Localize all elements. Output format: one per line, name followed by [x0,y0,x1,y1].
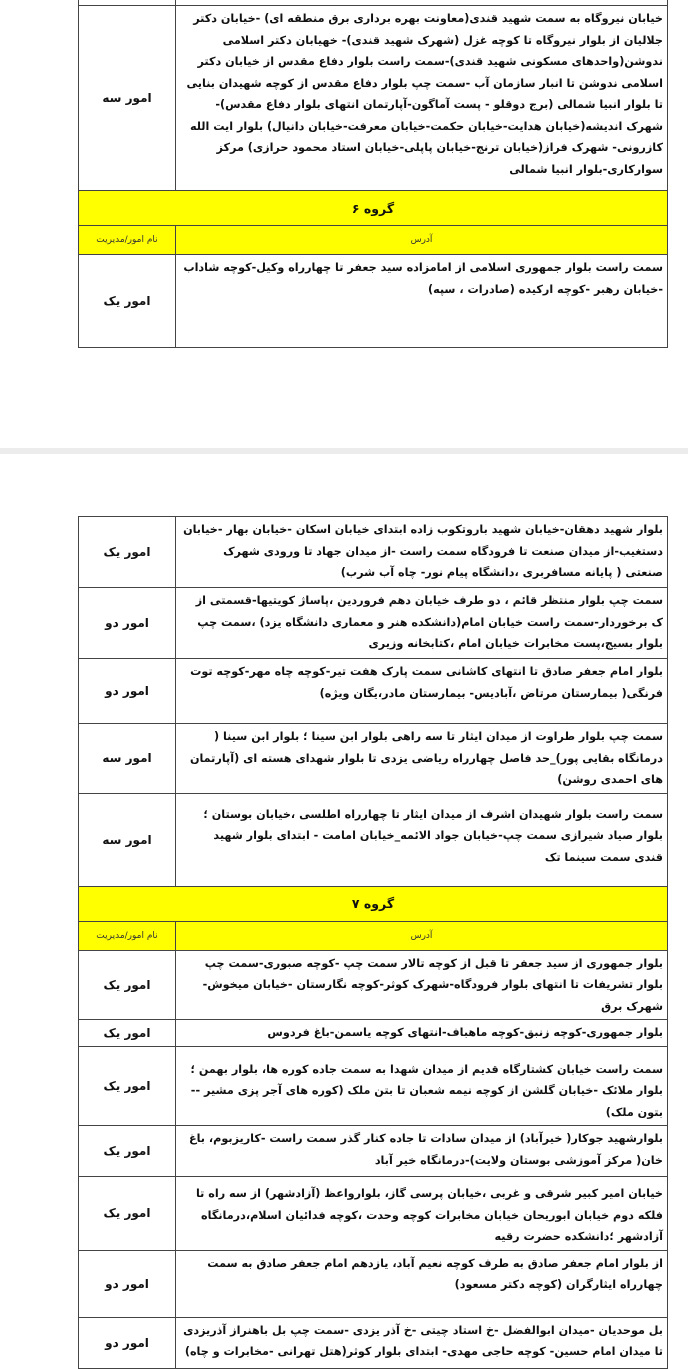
table-row [79,793,668,886]
document-page-2 [0,454,688,1358]
address-cell: سمت چپ بلوار طراوت از میدان ایثار تا سه راهی بلوار ابن سینا ؛ بلوار ابن سینا ( درمانگاه بقایی پور)_حد فاصل چهارراه ریاضی یزدی تا بلوار شهدای هسته ای (آپارتمان های احمدی روشن) [176,724,668,794]
column-header-address: آدرس [176,226,668,255]
column-header-address: آدرس [176,921,668,950]
address-cell: سمت راست خیابان کشتارگاه قدیم از میدان شهدا به سمت جاده کوره ها، بلوار بهمن ؛بلوار ملائک -خیابان گلشن از کوچه نیمه شعبان تا بتن ملک (کوره های آجر پزی مشیر --بتون ملک) [176,1046,668,1126]
address-cell: بل موحدیان -میدان ابوالفضل -خ استاد چیتی -خ آذر یزدی -سمت چپ بل باهنراز آذریزدی تا میدان امام حسین- کوچه حاجی مهدی- ابتدای بلوار کوثر(هتل تهرانی -مخابرات و چاه) [176,1317,668,1368]
column-header-unit: نام امور/مدیریت [79,226,176,255]
table-row [79,1177,668,1251]
unit-cell: امور دو [79,1317,176,1368]
address-cell: بلوار امام جعفر صادق تا انتهای کاشانی سمت پارک هفت تیر-کوچه چاه مهر-کوچه توت فرنگی( بیمارستان مرتاض ،آبادیس- بیمارستان مادر،یگان ویژه) [176,659,668,724]
table-row [79,6,668,191]
document-page-1 [0,0,688,448]
unit-cell: امور یک [79,517,176,588]
unit-cell: امور یک [79,950,176,1020]
unit-cell: امور یک [79,1177,176,1251]
unit-cell: امور یک [79,1020,176,1047]
address-cell: بلوار جمهوری-کوچه زنبق-کوچه ماهباف-انتهای کوچه یاسمن-باغ فردوس [176,1020,668,1047]
address-cell: بلوارشهید جوکار( خیرآباد) از میدان سادات تا جاده کنار گذر سمت راست -کاریزبوم، باغ خان( مرکز آموزشی بوستان ولایت)-درمانگاه خیر آباد [176,1126,668,1177]
table-row [79,588,668,659]
table-row [79,659,668,724]
table-row [79,1250,668,1317]
address-cell: از بلوار امام جعفر صادق به طرف کوچه نعیم آباد، یازدهم امام جعفر صادق به سمت چهارراه ایثارگران (کوچه دکتر مسعود) [176,1250,668,1317]
unit-cell: امور دو [79,588,176,659]
address-table-page-2 [78,516,668,1369]
table-row [79,1046,668,1126]
address-cell: بلوار شهید دهقان-خیابان شهید باروتکوب زاده ابتدای خیابان اسکان -خیابان بهار -خیابان دستغیب-از میدان صنعت تا فرودگاه سمت راست -از میدان جهاد تا ورودی شهرک صنعتی ( پایانه مسافربری ،دانشگاه پیام نور- چاه آب شرب) [176,517,668,588]
address-cell: سمت چپ بلوار منتظر قائم ، دو طرف خیابان دهم فروردین ،پاساژ کویتیها-قسمتی از ک برخوردار-سمت راست خیابان امام(دانشکده هنر و معماری دانشگاه یزد) ،سمت چپ بلوار بسیج،پست مخابرات خیابان امام ،کتابخانه وزیری [176,588,668,659]
unit-cell: امور سه [79,724,176,794]
group-7-title: گروه ۷ [79,886,668,921]
address-table-page-1 [78,0,668,348]
address-cell: سمت راست بلوار جمهوری اسلامی از امامزاده سید جعفر تا چهارراه وکیل-کوچه شاداب -خیابان رهبر -کوچه ارکیده (صادرات ، سپه) [176,255,668,348]
table-row [79,517,668,588]
address-cell: خیابان نیروگاه به سمت شهید قندی(معاونت بهره برداری برق منطقه ای) -خیابان دکتر جلالیان از بلوار نیروگاه تا کوچه غزل (شهرک شهید قندی)- خهیابان دکتر اسلامی ندوشن(واحدهای مسکونی شهید قندی)-سمت راست بلوار دفاع مقدس از خیابان دکتر اسلامی ندوشن تا انبار سازمان آب -سمت چپ بلوار دفاع مقدس از کوچه شهیدان بنایی تا بلوار انبیا شمالی (برج دوقلو - پست آماگون-آپارتمان انتهای بلوار دفاع مقدس)-شهرک اندیشه(خیابان هدایت-خیابان حکمت-خیابان معرفت-خیابان دانیال) بلوار ایت الله کازرونی- شهرک فراز(خیابان ترنج-خیابان پاپلی-خیابان استاد محمود حرازی) مرکز سوارکاری-بلوار انبیا شمالی [176,6,668,191]
column-header-row [79,921,668,950]
group-6-title: گروه ۶ [79,191,668,226]
unit-cell: امور یک [79,1046,176,1126]
table-row [79,1317,668,1368]
address-cell: بلوار جمهوری از سید جعفر تا قبل از کوچه تالار سمت چپ -کوچه صبوری-سمت چپ بلوار تشریفات تا انتهای بلوار فرودگاه-شهرک کوثر-کوچه نگارستان -خیابان میخوش-شهرک برق [176,950,668,1020]
table-row [79,1020,668,1047]
table-row [79,724,668,794]
table-row [79,255,668,348]
unit-cell: امور یک [79,255,176,348]
group-header-row [79,886,668,921]
table-row [79,1126,668,1177]
address-cell: سمت راست بلوار شهیدان اشرف از میدان ایثار تا چهارراه اطلسی ،خیابان بوستان ؛بلوار صیاد شیرازی سمت چپ-خیابان جواد الائمه_خیابان امامت - ابتدای بلوار شهید قندی سمت سینما تک [176,793,668,886]
unit-cell: امور سه [79,6,176,191]
column-header-row [79,226,668,255]
unit-cell: امور سه [79,793,176,886]
unit-cell: امور دو [79,1250,176,1317]
table-row [79,950,668,1020]
column-header-unit: نام امور/مدیریت [79,921,176,950]
address-cell: خیابان امیر کبیر شرقی و غربی ،خیابان پرسی گاز، بلوارواعظ (آزادشهر) از سه راه تا فلکه دوم خیابان ابوریحان خیابان مخابرات کوچه وحدت ،کوچه فدائیان اسلام،درمانگاه آزادشهر ؛دانشکده حضرت رقیه [176,1177,668,1251]
unit-cell: امور دو [79,659,176,724]
unit-cell: امور یک [79,1126,176,1177]
group-header-row [79,191,668,226]
